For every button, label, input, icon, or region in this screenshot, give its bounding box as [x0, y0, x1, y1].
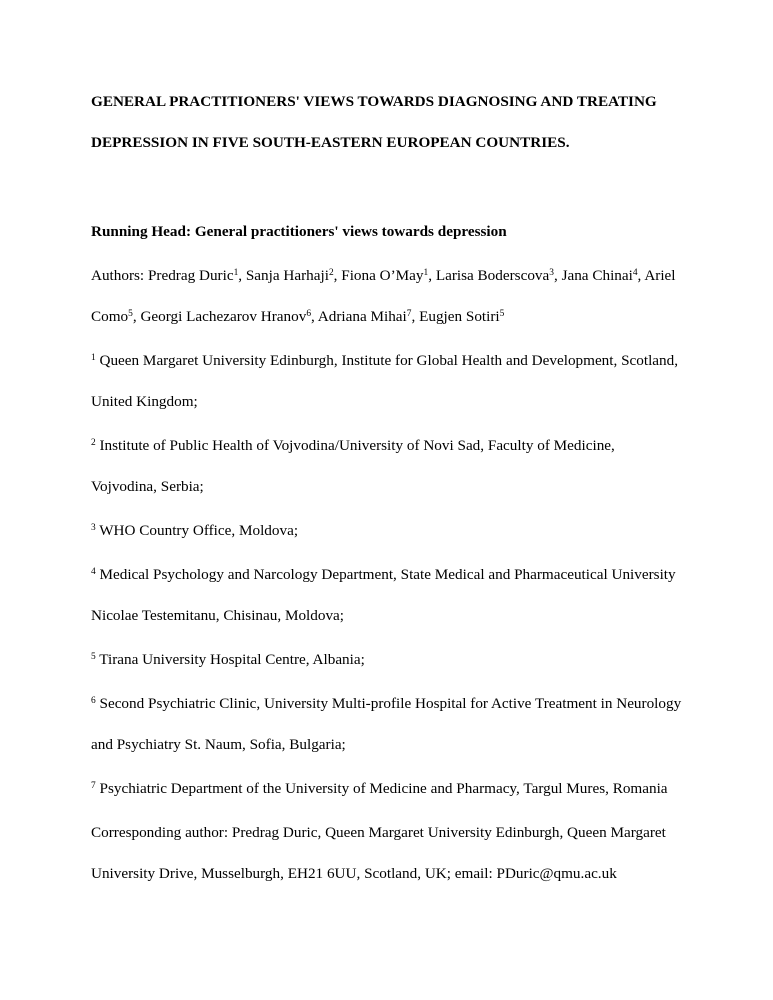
authors-line: Authors: Predrag Duric$^1$, Sanja Harhaji$^2$, Fiona O’May$^1$, Larisa Boderscova$^3$, Jana Chinai$^4$, Ariel Como$^5$, Georgi Lachezarov Hranov$^6$, Adriana Mihai$^7$, Eugjen Sotiri$^5$	[91, 267, 676, 325]
affiliation-marker: 3	[91, 523, 96, 534]
author-name: Georgi Lachezarov Hranov	[140, 308, 307, 325]
affiliation-marker: 7	[91, 781, 96, 792]
affiliation-marker: 5	[91, 652, 96, 663]
affiliation: $^2$ Institute of Public Health of Vojvodina/University of Novi Sad, Faculty of Medicine, Vojvodina, Serbia;	[91, 437, 615, 495]
affiliation: $^5$ Tirana University Hospital Centre, Albania;	[91, 651, 365, 668]
author-affiliation-ref: 5	[128, 309, 133, 320]
authors-label: Authors:	[91, 267, 148, 284]
author-name: Adriana Mihai	[317, 308, 407, 325]
author-affiliation-ref: 7	[406, 309, 412, 320]
author-affiliation-ref: 1	[233, 268, 239, 279]
author-affiliation-ref: 1	[423, 268, 429, 279]
corresponding-author: Corresponding author: Predrag Duric, Queen Margaret University Edinburgh, Queen Margaret University Drive, Musselburgh, EH21 6UU, Scotland, UK; email: PDuric@qmu.ac.uk	[91, 824, 666, 882]
affiliation-marker: 6	[91, 696, 96, 707]
author-affiliation-ref: 5	[499, 309, 505, 320]
author-name: Larisa Boderscova	[435, 267, 550, 284]
running-head: Running Head: General practitioners' views towards depression	[91, 223, 507, 240]
author-affiliation-ref: 3	[549, 268, 554, 279]
affiliation-marker: 2	[91, 438, 96, 449]
paper-title	[91, 81, 682, 163]
author-name: Ariel Como	[91, 267, 676, 325]
author-name: Fiona O’May	[341, 267, 424, 284]
affiliation-marker: 4	[91, 567, 96, 578]
paper-title-line-1: GENERAL PRACTITIONERS' VIEWS TOWARDS DIAGNOSING AND TREATING	[91, 93, 657, 110]
author-affiliation-ref: 2	[328, 268, 334, 279]
affiliation: $^7$ Psychiatric Department of the University of Medicine and Pharmacy, Targul Mures, Romania	[91, 780, 668, 797]
paper-title-line-2: DEPRESSION IN FIVE SOUTH-EASTERN EUROPEAN COUNTRIES.	[91, 134, 570, 151]
author-name: Jana Chinai	[561, 267, 633, 284]
affiliation: $^4$ Medical Psychology and Narcology Department, State Medical and Pharmaceutical University Nicolae Testemitanu, Chisinau, Moldova;	[91, 566, 676, 624]
affiliation-marker: 1	[91, 353, 96, 364]
author-affiliation-ref: 6	[306, 309, 312, 320]
affiliation: $^6$ Second Psychiatric Clinic, University Multi-profile Hospital for Active Treatment in Neurology and Psychiatry St. Naum, Sofia, Bulgaria;	[91, 695, 682, 753]
author-affiliation-ref: 4	[632, 268, 638, 279]
author-name: Predrag Duric	[147, 267, 234, 284]
author-name: Sanja Harhaji	[245, 267, 329, 284]
affiliations-list	[91, 340, 682, 809]
author-name: Eugjen Sotiri	[419, 308, 500, 325]
affiliation: $^1$ Queen Margaret University Edinburgh, Institute for Global Health and Development, Scotland, United Kingdom;	[91, 352, 679, 410]
affiliation: $^3$ WHO Country Office, Moldova;	[91, 522, 299, 539]
